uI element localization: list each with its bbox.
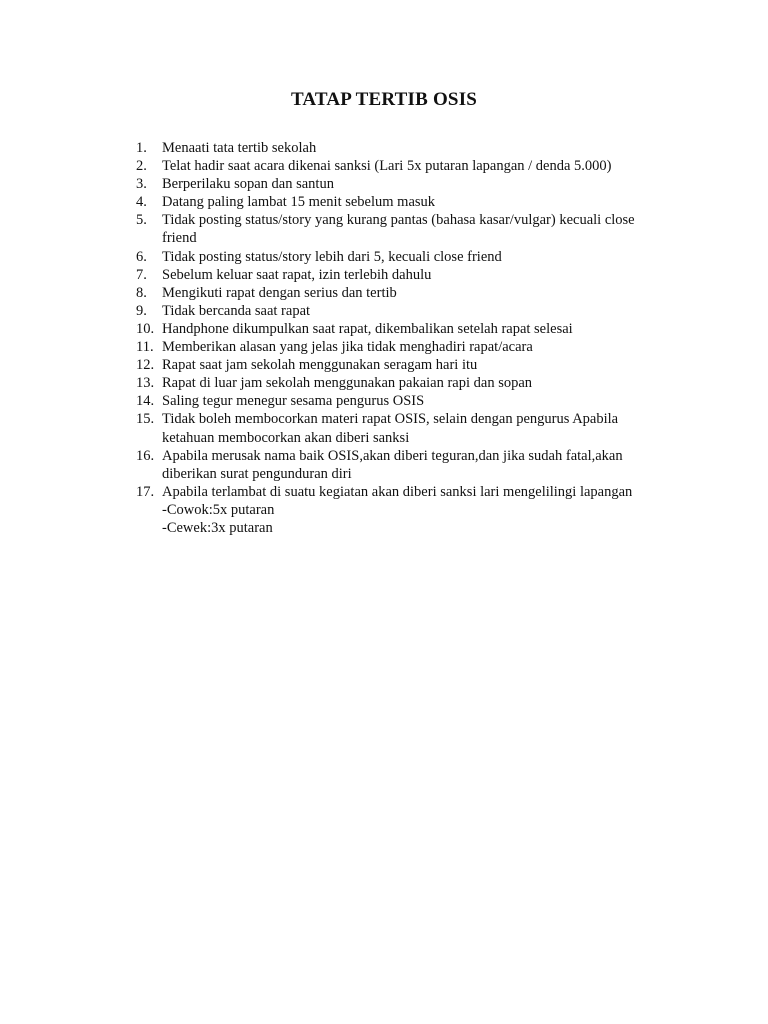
rule-text xyxy=(162,447,696,483)
rule-number: 10. xyxy=(136,320,155,337)
rule-text-line: Datang paling lambat 15 menit sebelum masuk xyxy=(162,194,436,211)
rule-text xyxy=(162,175,696,193)
rule-item xyxy=(136,392,696,410)
rule-text-line: -Cewek:3x putaran xyxy=(162,519,273,536)
rule-text xyxy=(162,211,696,247)
rule-item xyxy=(136,302,696,320)
rule-text xyxy=(162,284,696,302)
rule-text-line: diberikan surat pengunduran diri xyxy=(162,465,352,482)
rule-text xyxy=(162,410,696,446)
rule-item xyxy=(136,447,696,483)
rule-number: 16. xyxy=(136,447,155,464)
rule-number: 13. xyxy=(136,375,155,392)
rule-number: 8. xyxy=(136,284,147,301)
rule-text-line: Handphone dikumpulkan saat rapat, dikembalikan setelah rapat selesai xyxy=(162,320,573,337)
rule-text-line: friend xyxy=(162,230,197,247)
rule-text xyxy=(162,248,696,266)
rule-text xyxy=(162,302,696,320)
rule-text xyxy=(162,338,696,356)
rule-number: 9. xyxy=(136,302,147,319)
rule-item xyxy=(136,320,696,338)
rule-text-line: -Cowok:5x putaran xyxy=(162,501,275,518)
rule-number: 2. xyxy=(136,158,147,175)
rule-text-line: Berperilaku sopan dan santun xyxy=(162,176,334,193)
rule-number: 14. xyxy=(136,393,155,410)
rule-text-line: Tidak posting status/story yang kurang pantas (bahasa kasar/vulgar) kecuali close xyxy=(162,212,635,229)
rule-text-line: Tidak posting status/story lebih dari 5, kecuali close friend xyxy=(162,248,502,265)
rule-item xyxy=(136,193,696,211)
rule-number: 1. xyxy=(136,140,147,156)
rule-item xyxy=(136,374,696,392)
rule-text-line: Apabila terlambat di suatu kegiatan akan diberi sanksi lari mengelilingi lapangan xyxy=(162,483,633,500)
rule-number: 3. xyxy=(136,176,147,193)
rule-number: 7. xyxy=(136,266,147,283)
rule-item xyxy=(136,211,696,247)
rule-item xyxy=(136,284,696,302)
document-title: TATAP TERTIB OSIS xyxy=(290,89,478,110)
rule-text xyxy=(162,356,696,374)
rule-number: 4. xyxy=(136,194,147,211)
rule-item xyxy=(136,175,696,193)
rule-item xyxy=(136,248,696,266)
rule-number: 15. xyxy=(136,411,155,428)
rule-item xyxy=(136,483,696,537)
rule-text-line: Tidak boleh membocorkan materi rapat OSIS, selain dengan pengurus Apabila xyxy=(162,411,619,428)
rule-text-line: Telat hadir saat acara dikenai sanksi (Lari 5x putaran lapangan / denda 5.000) xyxy=(162,158,612,175)
rule-text xyxy=(162,320,696,338)
rule-text xyxy=(162,374,696,392)
rule-text-line: Apabila merusak nama baik OSIS,akan diberi teguran,dan jika sudah fatal,akan xyxy=(162,447,623,464)
rule-text-line: Sebelum keluar saat rapat, izin terlebih dahulu xyxy=(162,266,432,283)
rule-number: 12. xyxy=(136,357,155,374)
rule-number: 17. xyxy=(136,483,155,500)
rule-number: 5. xyxy=(136,212,147,229)
rule-text-line: Mengikuti rapat dengan serius dan tertib xyxy=(162,284,397,301)
rule-text xyxy=(162,157,696,175)
rule-item xyxy=(136,356,696,374)
rule-text-line: ketahuan membocorkan akan diberi sanksi xyxy=(162,429,410,446)
rule-text-line: Saling tegur menegur sesama pengurus OSIS xyxy=(162,393,425,410)
rule-text-line: Rapat di luar jam sekolah menggunakan pakaian rapi dan sopan xyxy=(162,375,533,392)
rule-text xyxy=(162,266,696,284)
rule-text-line: Memberikan alasan yang jelas jika tidak menghadiri rapat/acara xyxy=(162,339,533,356)
rule-number: 11. xyxy=(136,339,154,356)
rule-text-line: Menaati tata tertib sekolah xyxy=(162,140,317,156)
rule-text xyxy=(162,193,696,211)
rule-item xyxy=(136,157,696,175)
rule-text xyxy=(162,139,696,157)
rule-item xyxy=(136,338,696,356)
rule-item xyxy=(136,139,696,157)
rule-item xyxy=(136,266,696,284)
rule-text-line: Rapat saat jam sekolah menggunakan seragam hari itu xyxy=(162,357,478,374)
rule-text-line: Tidak bercanda saat rapat xyxy=(162,302,311,319)
rule-number: 6. xyxy=(136,248,147,265)
rule-text xyxy=(162,392,696,410)
rule-item xyxy=(136,410,696,446)
rules-list xyxy=(136,139,696,537)
rule-text xyxy=(162,483,696,537)
